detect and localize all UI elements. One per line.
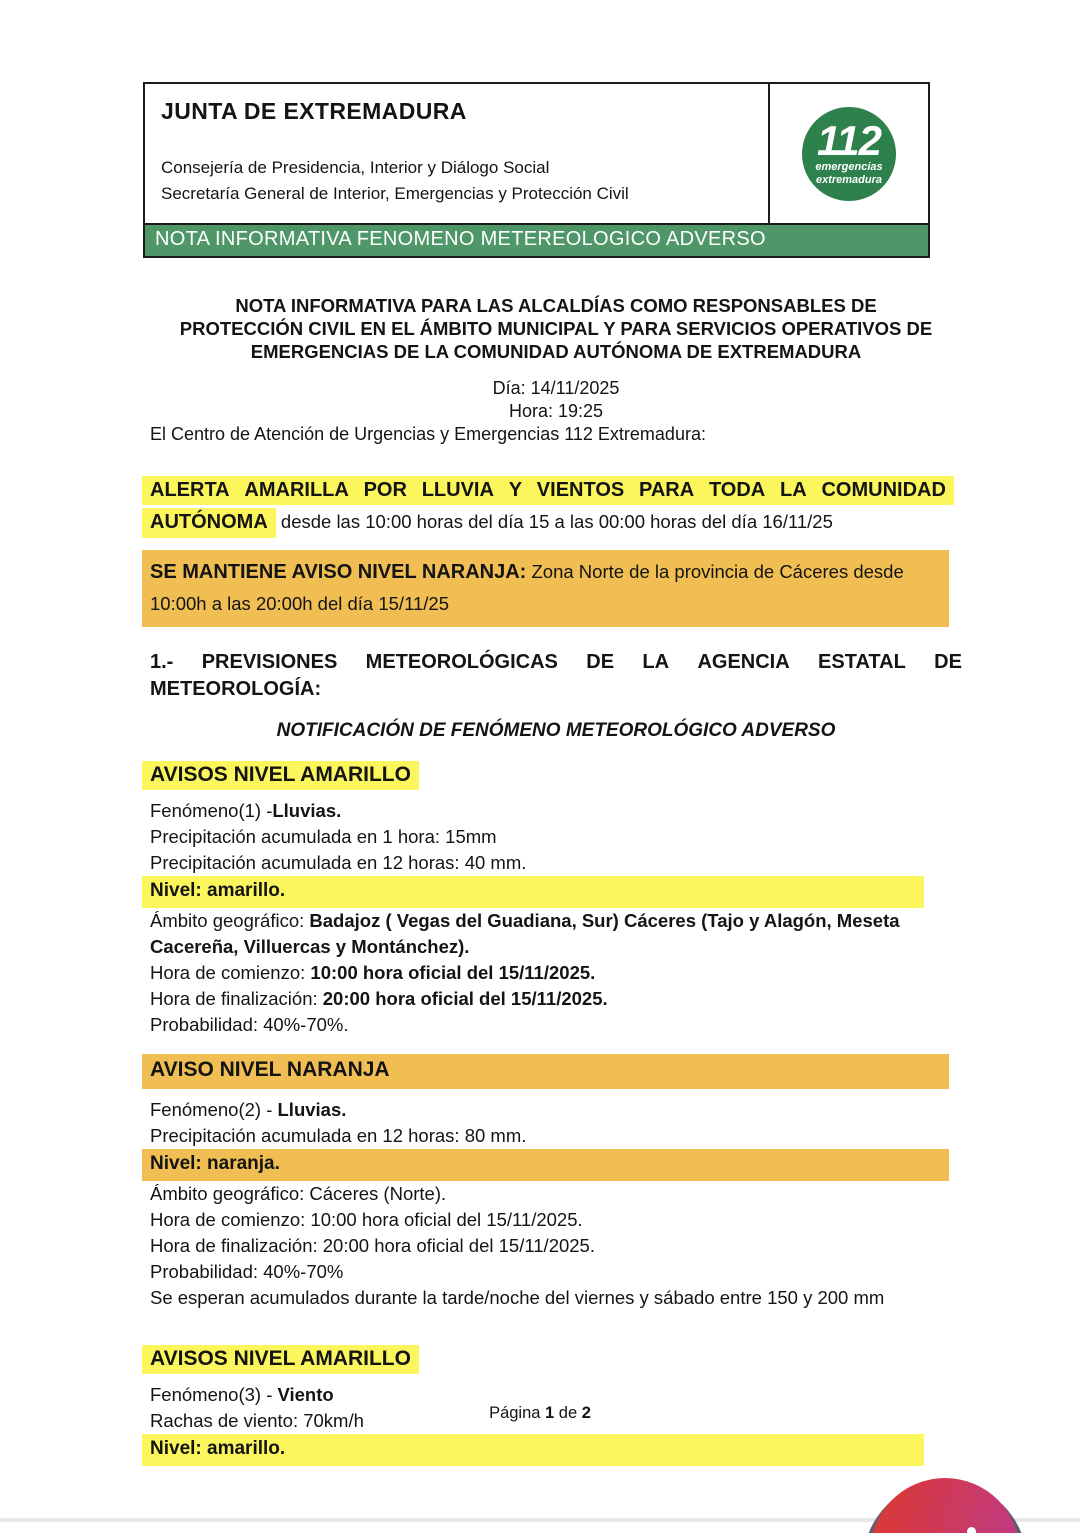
aviso-2-finalizacion: Hora de finalización: 20:00 hora oficial del 15/11/2025.: [150, 1235, 595, 1256]
footer-page-total: 2: [581, 1404, 591, 1422]
title-line-2: PROTECCIÓN CIVIL EN EL ÁMBITO MUNICIPAL Y PARA SERVICIOS OPERATIVOS DE: [179, 318, 933, 339]
orange-notice-text: Zona Norte de la provincia de Cáceres desde 10:00h a las 20:00h del día 15/11/25: [150, 561, 904, 614]
hour-line: Hora: 19:25: [508, 401, 604, 421]
aviso-3-details: [150, 1382, 962, 1466]
aviso-3-fenomeno: Fenómeno(3) - Viento: [150, 1384, 334, 1405]
header-org-cell: [145, 84, 768, 223]
aviso-2-nivel-band: Nivel: naranja.: [142, 1149, 949, 1181]
aviso-2-fenomeno: Fenómeno(2) - Lluvias.: [150, 1099, 347, 1120]
aviso-2-comienzo: Hora de comienzo: 10:00 hora oficial del 15/11/2025.: [150, 1209, 583, 1230]
aviso-1-nivel-band: Nivel: amarillo.: [142, 876, 924, 908]
aviso-1-fenomeno: Fenómeno(1) -Lluvias.: [150, 800, 342, 821]
aviso-1-precip-12h: Precipitación acumulada en 12 horas: 40 mm.: [150, 852, 527, 873]
aviso-1-heading-wrap: [150, 761, 962, 790]
yellow-alert: [150, 476, 962, 536]
document-header: [143, 82, 930, 258]
yellow-alert-highlight: AUTÓNOMA: [142, 508, 276, 538]
page-number-footer: [0, 1404, 1080, 1423]
section-1-heading-line-1: 1.- PREVISIONES METEOROLÓGICAS DE LA AGENCIA ESTATAL DE: [150, 651, 962, 673]
aviso-3-rachas: Rachas de viento: 70km/h: [150, 1410, 364, 1431]
footer-separator: de: [554, 1404, 582, 1422]
logo-sub-2: extremadura: [815, 173, 883, 186]
orange-notice-label: SE MANTIENE AVISO NIVEL NARANJA:: [150, 561, 527, 583]
aviso-1-precip-1h: Precipitación acumulada en 1 hora: 15mm: [150, 826, 497, 847]
footer-prefix: Página: [489, 1404, 546, 1422]
section-1-heading: [150, 649, 962, 703]
logo-sub-1: emergencias: [815, 161, 883, 173]
aviso-2-precip-12h: Precipitación acumulada en 12 horas: 80 mm.: [150, 1125, 527, 1146]
aviso-1-probabilidad: Probabilidad: 40%-70%.: [150, 1014, 349, 1035]
logo-number: 112: [817, 117, 881, 164]
header-banner: NOTA INFORMATIVA FENOMENO METEREOLOGICO ADVERSO: [145, 225, 928, 256]
aviso-1-finalizacion: Hora de finalización: 20:00 hora oficial del 15/11/2025.: [150, 988, 608, 1009]
section-1-heading-line-2: METEOROLOGÍA:: [150, 678, 322, 700]
aviso-3-heading: AVISOS NIVEL AMARILLO: [142, 1345, 419, 1374]
yellow-alert-rest: desde las 10:00 horas del día 15 a las 00:00 horas del día 16/11/25: [275, 511, 833, 532]
header-row: [145, 84, 928, 225]
dept-line-2: Secretaría General de Interior, Emergencias y Protección Civil: [161, 184, 629, 203]
title-line-1: NOTA INFORMATIVA PARA LAS ALCALDÍAS COMO RESPONSABLES DE: [235, 295, 877, 316]
date-line: Día: 14/11/2025: [492, 378, 620, 398]
orange-notice: [142, 550, 949, 627]
yellow-alert-line-1: ALERTA AMARILLA POR LLUVIA Y VIENTOS PARA TODA LA COMUNIDAD: [142, 476, 954, 505]
aviso-1-heading: AVISOS NIVEL AMARILLO: [142, 761, 419, 790]
aviso-2-ambito: Ámbito geográfico: Cáceres (Norte).: [150, 1183, 447, 1204]
aviso-1-details: [150, 798, 962, 1038]
aviso-1-comienzo: Hora de comienzo: 10:00 hora oficial del 15/11/2025.: [150, 962, 596, 983]
aviso-3-nivel-band: Nivel: amarillo.: [142, 1434, 924, 1466]
yellow-alert-line-2: [150, 508, 962, 536]
widget-dot-icon: [967, 1527, 976, 1533]
floating-widget-button[interactable]: [870, 1478, 1020, 1533]
document-content: [150, 0, 962, 1466]
aviso-2-acumulados: Se esperan acumulados durante la tarde/noche del viernes y sábado entre 150 y 200 mm: [150, 1287, 885, 1308]
header-logo-cell: [768, 84, 928, 223]
notification-title: NOTIFICACIÓN DE FENÓMENO METEOROLÓGICO ADVERSO: [276, 720, 836, 741]
org-name: JUNTA DE EXTREMADURA: [161, 98, 467, 124]
aviso-2-details: [150, 1097, 962, 1311]
aviso-1-ambito: Ámbito geográfico: Badajoz ( Vegas del Guadiana, Sur) Cáceres (Tajo y Alagón, Meseta Cacereña, Villuercas y Montánchez).: [150, 910, 900, 957]
aviso-2-probabilidad: Probabilidad: 40%-70%: [150, 1261, 344, 1282]
page-title: [128, 294, 984, 363]
dept-line-1: Consejería de Presidencia, Interior y Diálogo Social: [161, 158, 550, 177]
aviso-2-heading: AVISO NIVEL NARANJA: [142, 1054, 949, 1089]
footer-page-number: 1: [545, 1404, 555, 1422]
title-line-3: EMERGENCIAS DE LA COMUNIDAD AUTÓNOMA DE EXTREMADURA: [250, 341, 862, 362]
intro-line: El Centro de Atención de Urgencias y Emergencias 112 Extremadura:: [150, 424, 706, 444]
emergency-112-logo-icon: [802, 107, 896, 201]
aviso-3-heading-wrap: [150, 1345, 962, 1374]
